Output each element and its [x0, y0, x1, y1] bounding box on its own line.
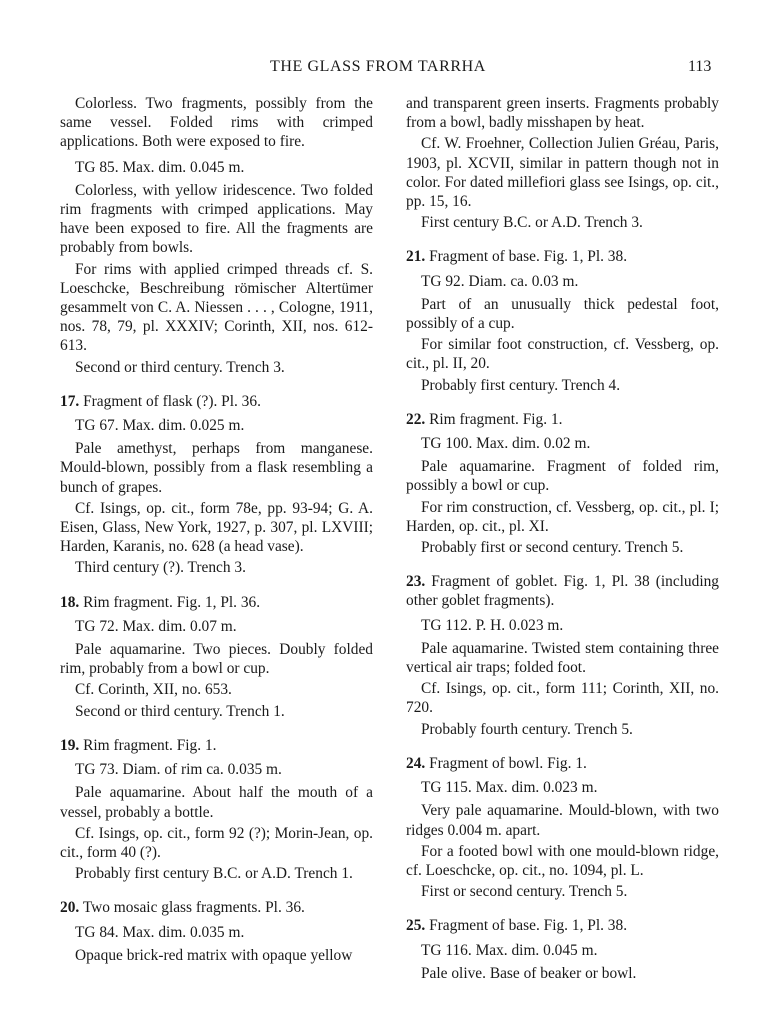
entry-number: 22.: [406, 410, 426, 428]
entry-title: Fragment of bowl. Fig. 1.: [429, 754, 587, 772]
entry-number: 21.: [406, 248, 426, 266]
entry-number: 25.: [406, 917, 426, 935]
entry-description: Pale olive. Base of beaker or bowl.: [421, 964, 637, 982]
entry-heading: [406, 572, 719, 610]
entry-number: 17.: [60, 392, 80, 410]
catalog-entry-25: [406, 916, 719, 983]
intro-tg: TG 85. Max. dim. 0.045 m.: [75, 158, 245, 176]
entry-tg: TG 73. Diam. of rim ca. 0.035 m.: [75, 761, 282, 779]
entry-title: Rim fragment. Fig. 1, Pl. 36.: [83, 593, 261, 611]
entry-date: Probably first century B.C. or A.D. Trench 1.: [75, 865, 353, 883]
entry-title: Rim fragment. Fig. 1.: [429, 410, 563, 428]
catalog-entry-22: [406, 410, 719, 557]
entry-description: Pale aquamarine. About half the mouth of a vessel, probably a bottle.: [60, 784, 373, 821]
entry-heading: [406, 916, 719, 935]
entry-date: Second or third century. Trench 1.: [75, 702, 285, 720]
entry-heading: [406, 410, 719, 429]
catalog-entry-17: [60, 392, 373, 578]
entry-heading: [60, 736, 373, 755]
continued-description: and transparent green inserts. Fragments probably from a bowl, badly misshapen by heat.: [406, 95, 719, 132]
running-header: [0, 58, 777, 82]
intro-reference: For rims with applied crimped threads cf. S. Loeschcke, Beschreibung römischer Altertümer gesammelt von C. A. Niessen . . . , Cologne, 1911, nos. 78, 79, pl. XXXIV; Corinth, XII, nos. 612-613.: [60, 260, 373, 355]
entry-tg: TG 100. Max. dim. 0.02 m.: [421, 435, 591, 453]
right-column: [406, 94, 719, 983]
entry-title: Fragment of flask (?). Pl. 36.: [83, 392, 261, 410]
entry-description: Very pale aquamarine. Mould-blown, with two ridges 0.004 m. apart.: [406, 802, 719, 839]
catalog-entry-21: [406, 247, 719, 394]
entry-description: Pale aquamarine. Twisted stem containing three vertical air traps; folded foot.: [406, 639, 719, 677]
entry-heading: [60, 898, 373, 917]
entry-date: Probably fourth century. Trench 5.: [421, 720, 633, 738]
entry-number: 19.: [60, 736, 80, 754]
entry-reference: Cf. Isings, op. cit., form 92 (?); Morin-Jean, op. cit., form 40 (?).: [60, 824, 373, 861]
entry-tg: TG 72. Max. dim. 0.07 m.: [75, 617, 237, 635]
intro-description: Colorless. Two fragments, possibly from the same vessel. Folded rims with crimped applications. Both were exposed to fire.: [60, 95, 373, 151]
entry-number: 23.: [406, 573, 426, 591]
entry-heading: [60, 593, 373, 612]
entry-reference: Cf. Isings, op. cit., form 111; Corinth, XII, no. 720.: [406, 680, 719, 717]
catalog-entry-23: [406, 572, 719, 739]
entry-reference: For similar foot construction, cf. Vessberg, op. cit., pl. II, 20.: [406, 336, 719, 373]
entry-description: Pale amethyst, perhaps from manganese. Mould-blown, possibly from a flask resembling a bunch of grapes.: [60, 440, 373, 496]
entry-reference: Cf. Isings, op. cit., form 78e, pp. 93-94; G. A. Eisen, Glass, New York, 1927, p. 307, pl. LXVIII; Harden, Karanis, no. 628 (a head vase).: [60, 499, 373, 556]
entry-tg: TG 116. Max. dim. 0.045 m.: [421, 941, 598, 959]
entry-tg: TG 92. Diam. ca. 0.03 m.: [421, 272, 579, 290]
entry-tg: TG 67. Max. dim. 0.025 m.: [75, 417, 245, 435]
entry-title: Fragment of base. Fig. 1, Pl. 38.: [429, 917, 628, 935]
intro-description-2: Colorless, with yellow iridescence. Two folded rim fragments with crimped applications. May have been exposed to fire. All the fragments are probably from bowls.: [60, 181, 373, 257]
entry-number: 20.: [60, 899, 80, 917]
entry-heading: [406, 754, 719, 773]
entry-date: First or second century. Trench 5.: [421, 883, 628, 901]
entry-tg: TG 84. Max. dim. 0.035 m.: [75, 923, 245, 941]
entry-heading: [406, 247, 719, 266]
entry-description: Pale aquamarine. Two pieces. Doubly folded rim, probably from a bowl or cup.: [60, 641, 373, 678]
entry-reference: For rim construction, cf. Vessberg, op. cit., pl. I; Harden, op. cit., pl. XI.: [406, 498, 719, 535]
entry-description: Part of an unusually thick pedestal foot, possibly of a cup.: [406, 295, 719, 333]
entry-tg: TG 112. P. H. 0.023 m.: [421, 616, 564, 634]
entry-title: Rim fragment. Fig. 1.: [83, 736, 217, 754]
entry-description: Pale aquamarine. Fragment of folded rim, possibly a bowl or cup.: [406, 458, 719, 495]
entry-date: Third century (?). Trench 3.: [75, 559, 246, 577]
catalog-entry-20: [60, 898, 373, 965]
catalog-entry-18: [60, 593, 373, 721]
entry-tg: TG 115. Max. dim. 0.023 m.: [421, 779, 598, 797]
entry-date: Probably first or second century. Trench 5.: [421, 539, 684, 557]
entry-number: 18.: [60, 593, 80, 611]
left-column: [60, 94, 373, 965]
running-title: THE GLASS FROM TARRHA: [270, 58, 486, 75]
entry-title: Fragment of goblet. Fig. 1, Pl. 38 (including other goblet fragments).: [406, 573, 719, 610]
entry-number: 24.: [406, 754, 426, 772]
catalog-entry-19: [60, 736, 373, 883]
entry-description: Opaque brick-red matrix with opaque yellow: [75, 946, 353, 964]
entry-date: Probably first century. Trench 4.: [421, 376, 621, 394]
continued-reference: Cf. W. Froehner, Collection Julien Gréau, Paris, 1903, pl. XCVII, similar in pattern though not in color. For dated millefiori glass see Isings, op. cit., pp. 15, 16.: [406, 135, 719, 211]
entry-reference: Cf. Corinth, XII, no. 653.: [75, 681, 232, 699]
catalog-entry-24: [406, 754, 719, 901]
entry-reference: For a footed bowl with one mould-blown ridge, cf. Loeschcke, op. cit., no. 1094, pl. L.: [406, 842, 719, 879]
entry-title: Fragment of base. Fig. 1, Pl. 38.: [429, 248, 628, 266]
entry-heading: [60, 392, 373, 411]
continued-date: First century B.C. or A.D. Trench 3.: [421, 214, 643, 232]
intro-date: Second or third century. Trench 3.: [75, 358, 285, 376]
entry-title: Two mosaic glass fragments. Pl. 36.: [82, 899, 305, 917]
page-number: 113: [688, 58, 712, 75]
